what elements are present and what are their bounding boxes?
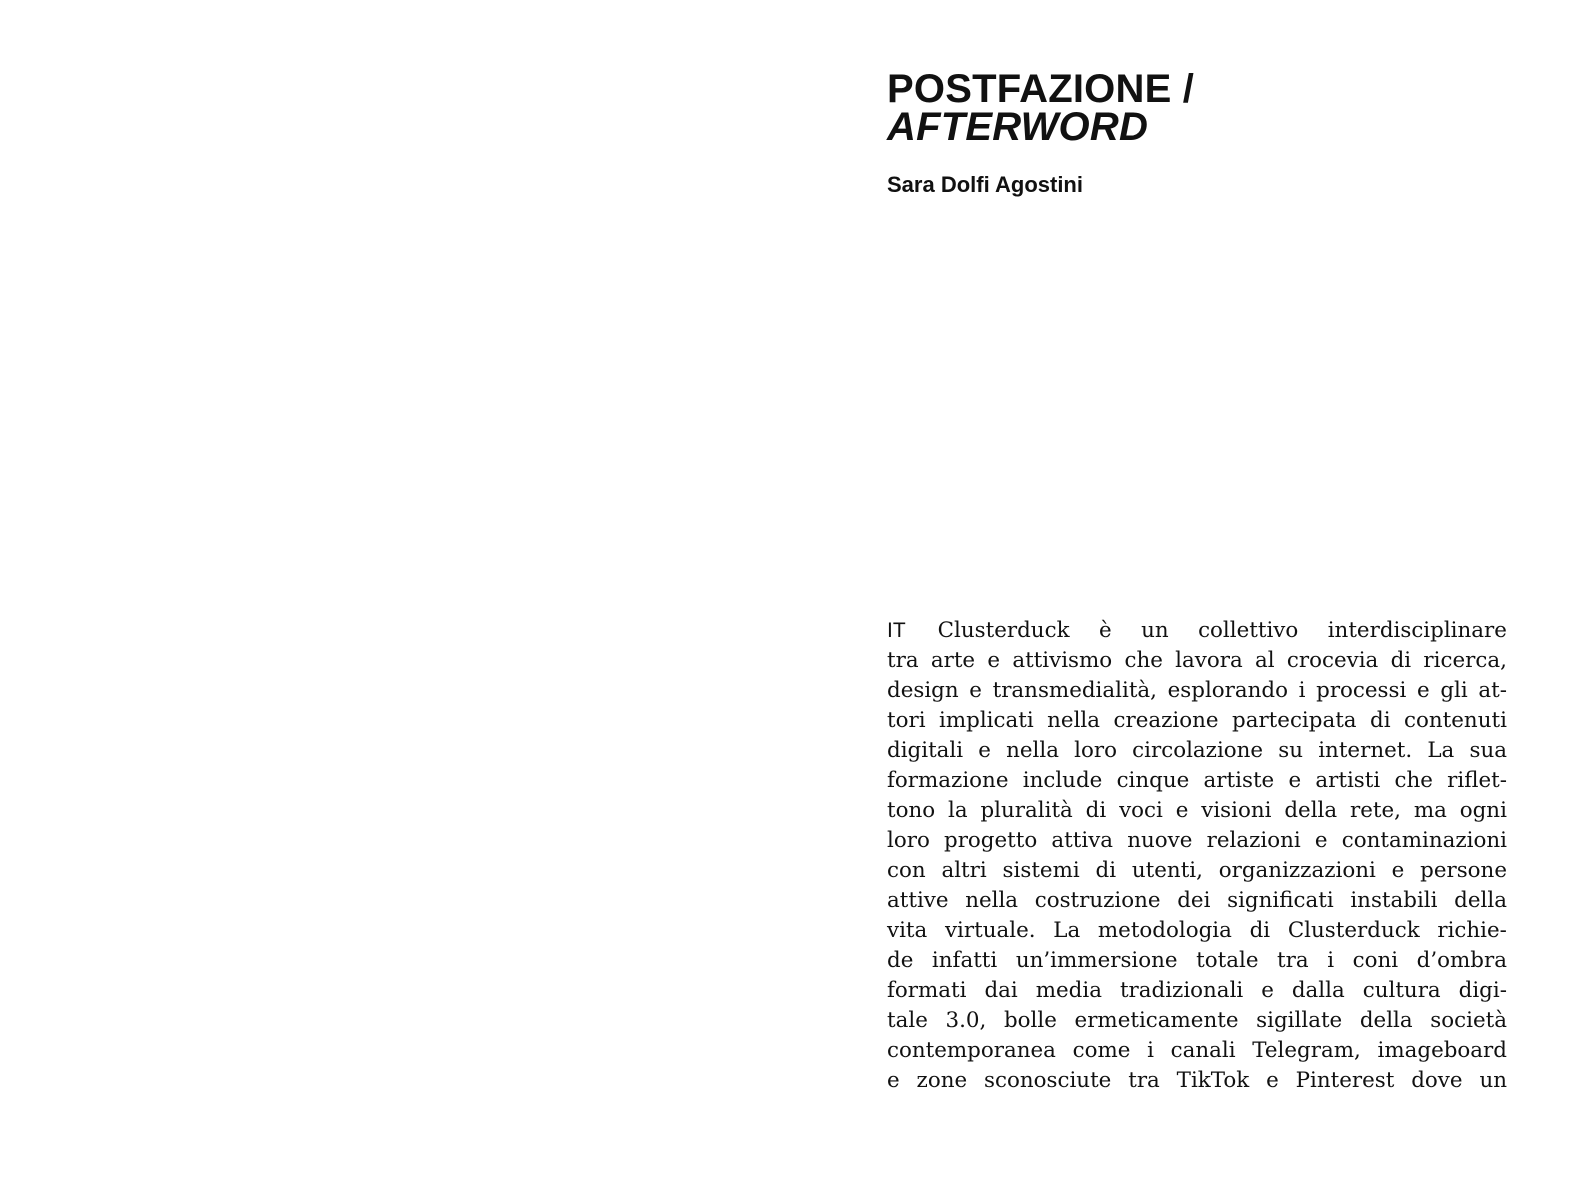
word: canali — [1170, 1038, 1236, 1063]
word: attiva — [1051, 828, 1114, 853]
word: lavora — [1175, 648, 1243, 673]
word: e — [1391, 858, 1405, 883]
word: dai — [984, 978, 1018, 1003]
word: vita — [887, 918, 928, 943]
word: e — [887, 1068, 900, 1093]
word: con — [887, 858, 926, 883]
word: di — [1085, 798, 1107, 823]
body-line — [887, 736, 1507, 766]
word: 3.0, — [945, 1008, 987, 1033]
word: Pinterest — [1295, 1068, 1395, 1093]
word: relazioni — [1206, 828, 1301, 853]
word: rete, — [1350, 798, 1401, 823]
word: implicati — [939, 708, 1034, 733]
word: contaminazioni — [1341, 828, 1507, 853]
word: at- — [1478, 678, 1507, 703]
word: della — [1284, 798, 1338, 823]
body-line — [887, 886, 1507, 916]
word: gli — [1440, 678, 1468, 703]
word: e — [978, 738, 991, 763]
body-line — [887, 916, 1507, 946]
word: tra — [1128, 1068, 1160, 1093]
word: di — [1390, 648, 1412, 673]
word: circolazione — [1132, 738, 1264, 763]
word: dove — [1411, 1068, 1463, 1093]
word: al — [1255, 648, 1275, 673]
word: e — [1314, 828, 1328, 853]
word: i — [1298, 678, 1306, 703]
body-line — [887, 766, 1507, 796]
body-line — [887, 976, 1507, 1006]
word: e — [987, 648, 1001, 673]
word: sistemi — [1002, 858, 1080, 883]
body-line-first — [887, 616, 1507, 646]
title-line-english: AFTERWORD — [887, 105, 1149, 149]
word: formazione — [887, 768, 1009, 793]
word: come — [1072, 1038, 1131, 1063]
word: partecipata — [1232, 708, 1357, 733]
word: dei — [1177, 888, 1211, 913]
body-line — [887, 856, 1507, 886]
body-line — [887, 1006, 1507, 1036]
word: su — [1278, 738, 1304, 763]
word: progetto — [944, 828, 1038, 853]
author-name: Sara Dolfi Agostini — [887, 172, 1083, 197]
word: de — [887, 948, 914, 973]
word: costruzione — [1034, 888, 1161, 913]
word: infatti — [931, 948, 998, 973]
word: nella — [1047, 708, 1101, 733]
word: di — [1249, 918, 1271, 943]
word: instabili — [1350, 888, 1438, 913]
word: tono — [887, 798, 936, 823]
word: visioni — [1201, 798, 1272, 823]
word: ma — [1413, 798, 1447, 823]
word: i — [1327, 948, 1335, 973]
word: tra — [887, 648, 919, 673]
word: di — [1095, 858, 1117, 883]
word: riflet- — [1447, 768, 1507, 793]
body-line — [887, 646, 1507, 676]
word: Clusterduck — [937, 618, 1070, 643]
body-line — [887, 946, 1507, 976]
word: Telegram, — [1252, 1038, 1361, 1063]
language-tag: IT — [887, 619, 906, 642]
word: arte — [930, 648, 976, 673]
word: un — [1479, 1068, 1507, 1093]
body-line-text — [938, 616, 1507, 646]
word: richie- — [1437, 918, 1507, 943]
chapter-title — [887, 67, 1195, 149]
word: tradizionali — [1119, 978, 1244, 1003]
word: creazione — [1113, 708, 1219, 733]
word: include — [1022, 768, 1103, 793]
word: della — [1359, 1008, 1413, 1033]
word: artiste — [1203, 768, 1275, 793]
word: attivismo — [1012, 648, 1113, 673]
body-text — [887, 616, 1507, 1096]
word: formati — [887, 978, 967, 1003]
word: metodologia — [1097, 918, 1232, 943]
word: pluralità — [980, 798, 1073, 823]
word: persone — [1420, 858, 1507, 883]
word: cultura — [1362, 978, 1441, 1003]
word: tra — [1277, 948, 1309, 973]
word: nella — [1006, 738, 1059, 763]
word: società — [1430, 1008, 1507, 1033]
word: e — [1417, 678, 1430, 703]
word: esplorando — [1167, 678, 1288, 703]
word: organizzazioni — [1218, 858, 1376, 883]
word: ogni — [1459, 798, 1507, 823]
word: interdisciplinare — [1327, 618, 1507, 643]
body-line — [887, 796, 1507, 826]
word: digi- — [1458, 978, 1507, 1003]
word: cinque — [1116, 768, 1190, 793]
word: contenuti — [1404, 708, 1507, 733]
word: loro — [887, 828, 930, 853]
word: i — [1147, 1038, 1154, 1063]
word: la — [948, 798, 968, 823]
word: ricerca, — [1423, 648, 1507, 673]
word: imageboard — [1377, 1038, 1507, 1063]
word: un’immersione — [1015, 948, 1178, 973]
word: nuove — [1127, 828, 1193, 853]
word: La — [1427, 738, 1455, 763]
word: che — [1394, 768, 1433, 793]
word: voci — [1119, 798, 1163, 823]
word: è — [1098, 618, 1112, 643]
title-line-italian: POSTFAZIONE / — [887, 67, 1195, 111]
word: totale — [1196, 948, 1259, 973]
word: dalla — [1291, 978, 1345, 1003]
body-line — [887, 1036, 1507, 1066]
word: sua — [1469, 738, 1507, 763]
word: e — [1175, 798, 1189, 823]
word: tori — [887, 708, 926, 733]
body-line — [887, 676, 1507, 706]
word: crocevia — [1286, 648, 1379, 673]
body-line — [887, 1066, 1507, 1096]
word: design — [887, 678, 959, 703]
word: transmedialità, — [992, 678, 1157, 703]
word: zone — [916, 1068, 968, 1093]
word: che — [1124, 648, 1163, 673]
word: media — [1035, 978, 1102, 1003]
word: utenti, — [1131, 858, 1203, 883]
word: processi — [1316, 678, 1407, 703]
word: della — [1454, 888, 1507, 913]
right-page — [787, 0, 1575, 1181]
body-line — [887, 826, 1507, 856]
word: altri — [941, 858, 987, 883]
word: nella — [965, 888, 1019, 913]
word: Clusterduck — [1287, 918, 1420, 943]
word: ermeticamente — [1074, 1008, 1239, 1033]
word: attive — [887, 888, 949, 913]
word: contemporanea — [887, 1038, 1056, 1063]
word: e — [969, 678, 982, 703]
word: e — [1288, 768, 1302, 793]
word: digitali — [887, 738, 964, 763]
word: d’ombra — [1416, 948, 1507, 973]
word: bolle — [1003, 1008, 1057, 1033]
word: La — [1053, 918, 1081, 943]
left-page-blank — [0, 0, 787, 1181]
body-line — [887, 706, 1507, 736]
word: sigillate — [1256, 1008, 1343, 1033]
word: coni — [1352, 948, 1399, 973]
word: tale — [887, 1008, 928, 1033]
word: virtuale. — [944, 918, 1036, 943]
word: sconosciute — [984, 1068, 1112, 1093]
word: e — [1266, 1068, 1279, 1093]
word: artisti — [1315, 768, 1381, 793]
word: di — [1370, 708, 1391, 733]
word: TikTok — [1176, 1068, 1250, 1093]
word: internet. — [1318, 738, 1413, 763]
word: significati — [1227, 888, 1334, 913]
word: un — [1141, 618, 1169, 643]
word: e — [1261, 978, 1274, 1003]
word: loro — [1074, 738, 1117, 763]
word: collettivo — [1198, 618, 1299, 643]
